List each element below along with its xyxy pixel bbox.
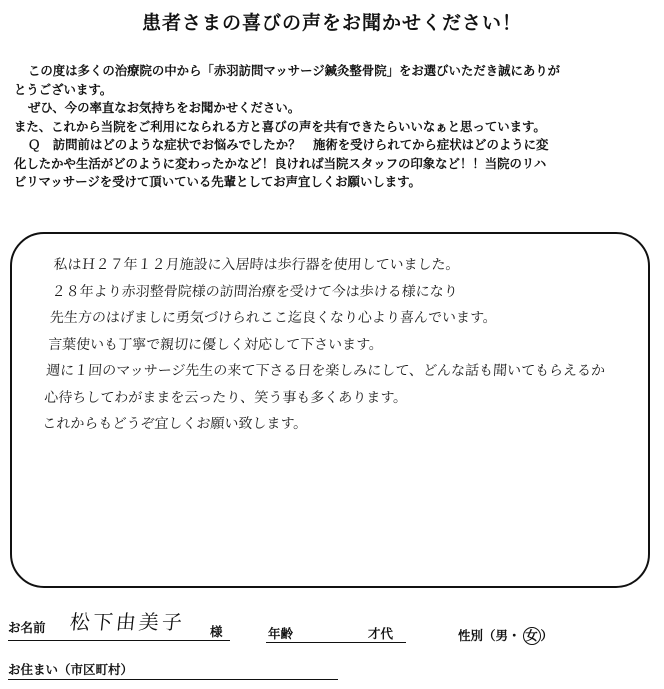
age-underline bbox=[266, 642, 406, 643]
intro-line: Ｑ 訪問前はどのような症状でお悩みでしたか？ 施術を受けられてから症状はどのように変 bbox=[28, 137, 549, 152]
gender-selected-circle: 女 bbox=[523, 627, 541, 645]
letter-line: 週に１回のマッサージ先生の来て下さる日を楽しみにして、どんな話も聞いてもらえるか bbox=[45, 363, 606, 379]
gender-label: 性別（男・ bbox=[458, 628, 521, 643]
letter-line: 心待ちしてわがままを云ったり、笑う事も多くあります。 bbox=[43, 389, 408, 406]
intro-line: とうございます。 bbox=[14, 81, 113, 97]
letter-line: 言葉使いも丁寧で親切に優しく対応して下さいます。 bbox=[47, 336, 384, 353]
intro-line: ビリマッサージを受けて頂いている先輩としてお声宜しくお願いします。 bbox=[14, 174, 421, 189]
page-title: 患者さまの喜びの声をお聞かせください！ bbox=[141, 12, 522, 34]
letter-line: ２８年より赤羽整骨院様の訪問治療を受けて今は歩ける様になり bbox=[51, 283, 459, 300]
intro-text bbox=[14, 62, 654, 192]
honorific-label: 様 bbox=[210, 624, 223, 639]
address-underline bbox=[8, 679, 338, 680]
name-value: 松下由美子 bbox=[68, 610, 187, 634]
intro-line: この度は多くの治療院の中から「赤羽訪問マッサージ鍼灸整骨院」をお選びいただき誠にありが bbox=[28, 63, 561, 78]
letter-line: 私はＨ２７年１２月施設に入居時は歩行器を使用していました。 bbox=[53, 257, 461, 273]
intro-line: また、これから当院をご利用になられる方と喜びの声を共有できたらいいなぁと思っています。 bbox=[14, 118, 546, 134]
gender-field bbox=[458, 626, 553, 645]
name-label: お名前 bbox=[8, 620, 46, 635]
intro-line: ぜひ、今の率直なお気持ちをお聞かせください。 bbox=[28, 100, 301, 115]
handwritten-letter bbox=[42, 252, 655, 438]
letter-line: 先生方のはげましに勇気づけられここ迄良くなり心より喜んでいます。 bbox=[49, 310, 498, 326]
name-underline bbox=[8, 640, 230, 641]
age-unit-label: 才代 bbox=[368, 626, 394, 641]
letter-line: これからもどうぞ宜しくお願い致します。 bbox=[41, 416, 308, 432]
intro-line: 化したかや生活がどのように変わったかなど！良ければ当院スタッフの印象など！！当院のリハ bbox=[14, 155, 547, 171]
address-label: お住まい（市区町村） bbox=[8, 662, 134, 677]
age-label: 年齢 bbox=[268, 626, 294, 641]
gender-close: ） bbox=[540, 628, 554, 643]
